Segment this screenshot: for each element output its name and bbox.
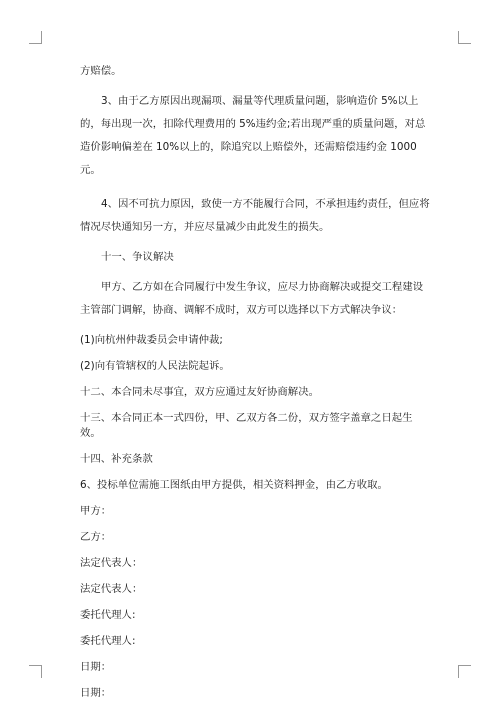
signature-agent-b: 委托代理人: [80, 635, 136, 647]
crop-mark-bottom-left [29, 665, 42, 678]
dispute-paragraph: 甲方、乙方如在合同履行中发生争议，应尽力协商解决或提交工程建设主管部门调解，协商、调解不成时，双方可以选择以下方式解决争议： [80, 281, 424, 316]
signature-legal-rep-b: 法定代表人： [80, 583, 143, 595]
crop-mark-bottom-right [458, 665, 471, 678]
dispute-option-2: (2)向有管辖权的人民法院起诉。 [80, 360, 230, 372]
signature-date-a: 日期： [80, 661, 112, 673]
signature-party-a: 甲方： [80, 505, 112, 517]
supplementary-clause-6: 6、投标单位需施工图纸由甲方提供，相关资料押金，由乙方收取。 [80, 479, 388, 491]
crop-mark-top-right [458, 31, 471, 44]
signature-legal-rep-a: 法定代表人： [80, 557, 143, 569]
signature-date-b: 日期： [80, 687, 112, 699]
paragraph-continuation: 方赔偿。 [80, 65, 122, 77]
signature-agent-a: 委托代理人: [80, 609, 136, 621]
section-heading-supplementary: 十四、补充条款 [80, 453, 153, 465]
dispute-option-1: (1)向杭州仲裁委员会申请仲裁; [80, 334, 223, 346]
clause-3: 3、由于乙方原因出现漏项、漏量等代理质量问题，影响造价 5%以上的，每出现一次，扣除代理费用的 5%违约金;若出现严重的质量问题，对总造价影响偏差在 10%以上的，除追究以上赔偿外，还需赔偿违约金 1000 元。 [80, 95, 426, 176]
clause-4: 4、因不可抗力原因，致使一方不能履行合同，不承担违约责任，但应将情况尽快通知另一方，并应尽量减少由此发生的损失。 [80, 198, 430, 233]
clause-13: 十三、本合同正本一式四份，甲、乙双方各二份，双方签字盖章之日起生效。 [80, 412, 413, 439]
document-body [80, 64, 432, 701]
crop-mark-top-left [29, 31, 42, 44]
clause-12: 十二、本合同未尽事宜，双方应通过友好协商解决。 [80, 386, 319, 398]
signature-party-b: 乙方： [80, 531, 112, 543]
section-heading-dispute: 十一、争议解决 [101, 251, 174, 263]
